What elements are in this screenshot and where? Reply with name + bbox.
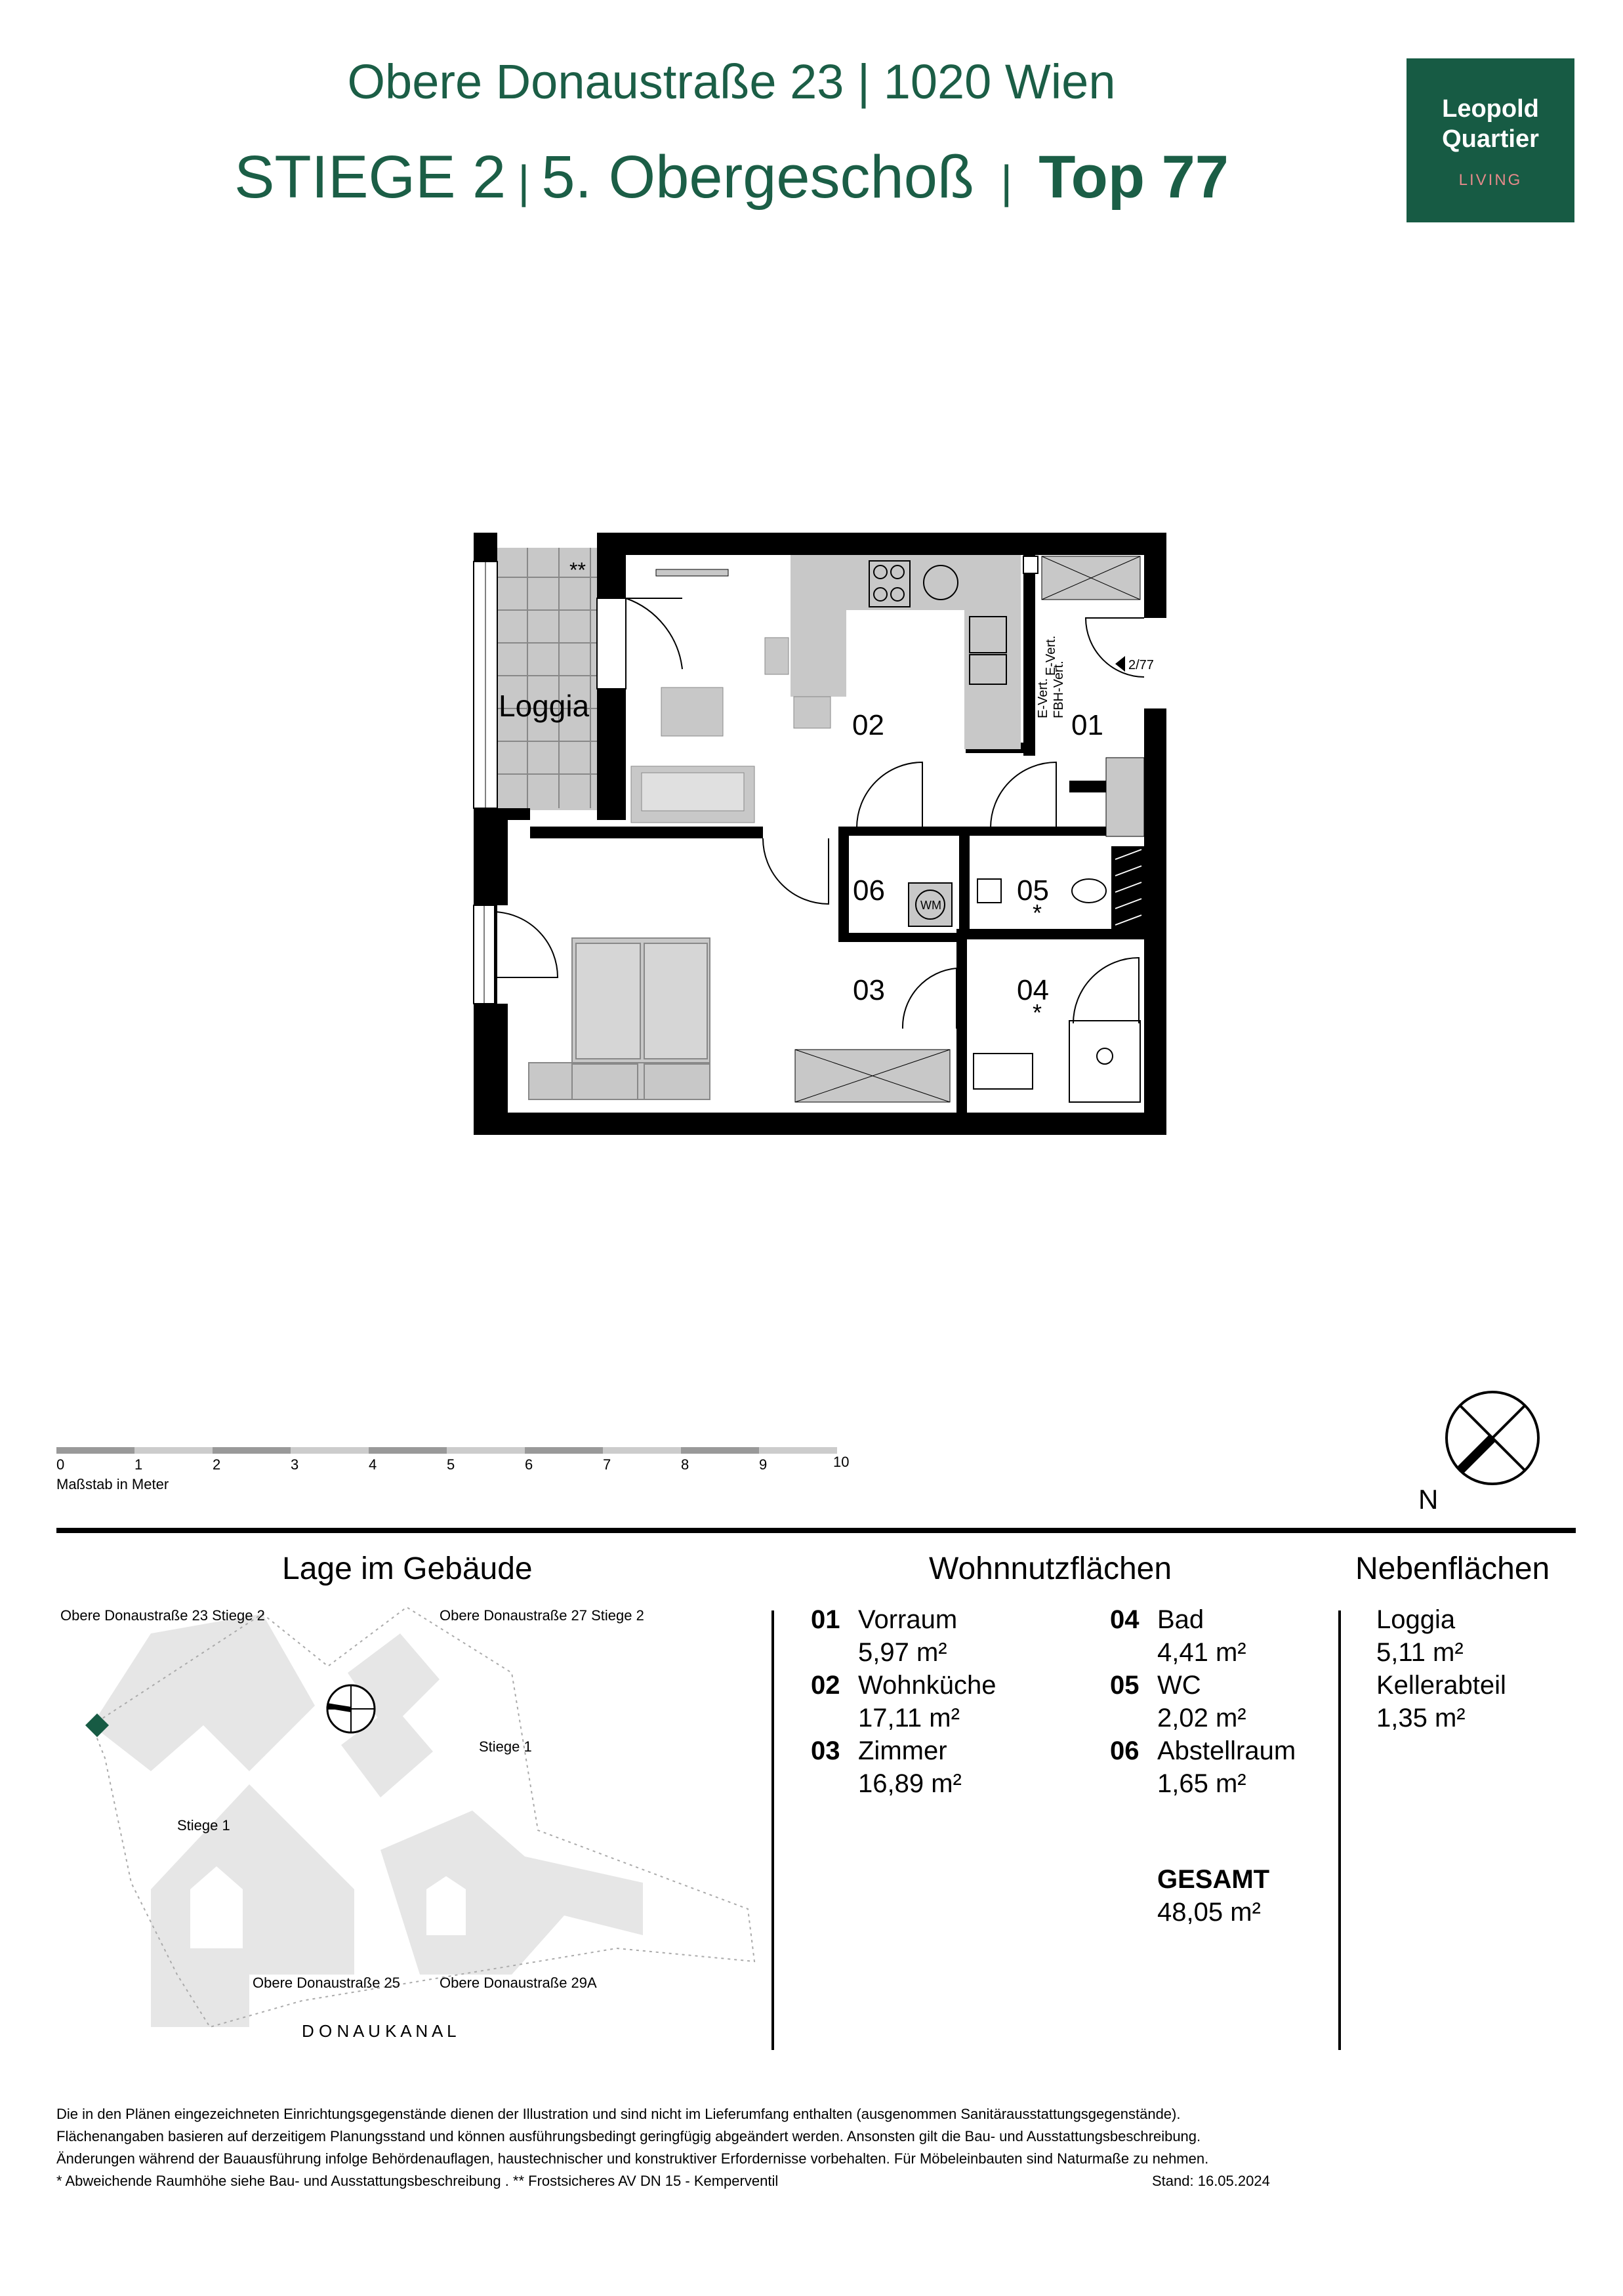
scale-bar bbox=[52, 1443, 866, 1496]
column-divider bbox=[771, 1610, 774, 2050]
site-label: Obere Donaustraße 23 Stiege 2 bbox=[60, 1607, 265, 1624]
wohn-title: Wohnnutzflächen bbox=[929, 1551, 1172, 1586]
lage-title: Lage im Gebäude bbox=[282, 1551, 533, 1586]
separator: | bbox=[1000, 156, 1013, 207]
site-label: Obere Donaustraße 25 bbox=[253, 1975, 401, 1991]
scale-tick: 3 bbox=[291, 1456, 299, 1473]
disclaimer-line: Änderungen während der Bauausführung infolge Behördenauflagen, haustechnischer und konstruktiver Erfordernisse vorbehalten. Für Möbeleinbauten sind Naturmaße zu nehmen. bbox=[56, 2150, 1209, 2167]
total-label: GESAMT bbox=[1157, 1865, 1270, 1894]
scale-tick: 6 bbox=[525, 1456, 533, 1473]
scale-tick: 9 bbox=[759, 1456, 768, 1473]
logo-line-3: LIVING bbox=[1458, 171, 1523, 189]
chair bbox=[765, 638, 789, 674]
top-label: Top 77 bbox=[1038, 144, 1229, 211]
floor-plan bbox=[459, 525, 1181, 1155]
scale-tick: 0 bbox=[56, 1456, 65, 1473]
unit-title bbox=[0, 143, 1463, 212]
room-05: 05 bbox=[1017, 874, 1049, 907]
neben-list: Loggia 5,11 m² Kellerabteil 1,35 m² bbox=[1376, 1605, 1506, 1732]
scale-tick: 2 bbox=[213, 1456, 221, 1473]
stand-date: Stand: 16.05.2024 bbox=[1152, 2173, 1270, 2189]
scale-tick: 7 bbox=[603, 1456, 611, 1473]
scale-tick: 1 bbox=[134, 1456, 143, 1473]
total-area bbox=[1157, 1863, 1269, 1929]
logo-line-2: Quartier bbox=[1442, 125, 1539, 153]
chair bbox=[794, 697, 831, 728]
loggia-door bbox=[597, 598, 626, 689]
room-02: 02 bbox=[852, 709, 884, 741]
shaft-label-3: FBH-Vert. bbox=[1052, 661, 1066, 718]
scale-tick: 5 bbox=[447, 1456, 455, 1473]
room-06: 06 bbox=[853, 874, 885, 907]
divider bbox=[56, 1528, 1576, 1533]
river-label: D O N A U K A N A L bbox=[302, 2021, 457, 2041]
brand-logo bbox=[1407, 58, 1574, 222]
stiege-label: STIEGE 2 bbox=[234, 144, 506, 211]
room-01: 01 bbox=[1071, 709, 1103, 741]
disclaimer bbox=[56, 2103, 1208, 2192]
loggia-label: Loggia bbox=[499, 689, 590, 723]
total-value: 48,05 m² bbox=[1157, 1898, 1261, 1927]
shelf bbox=[656, 569, 728, 576]
wc-sink bbox=[977, 879, 1001, 903]
column-divider bbox=[1338, 1610, 1341, 2050]
scale-tick: 10 bbox=[833, 1454, 850, 1470]
door-code: 2/77 bbox=[1128, 658, 1154, 672]
shaft bbox=[1023, 556, 1038, 573]
table bbox=[661, 687, 723, 736]
site-label: Stiege 1 bbox=[479, 1738, 532, 1755]
shaft-label-1: E-Vert. bbox=[1036, 678, 1050, 718]
room-04: 04 bbox=[1017, 974, 1049, 1006]
site-label: Obere Donaustraße 29A bbox=[440, 1975, 597, 1991]
kitchen-counter bbox=[791, 555, 964, 697]
site-label: Stiege 1 bbox=[177, 1817, 230, 1834]
disclaimer-line: Die in den Plänen eingezeichneten Einrichtungsgegenstände dienen der Illustration und sind nicht im Lieferumfang enthalten (ausgenommen Sanitärausstattungsgegenstände). bbox=[56, 2106, 1181, 2122]
loggia-floor bbox=[497, 548, 599, 810]
site-plan bbox=[52, 1607, 774, 2053]
area-item-04: 04 Bad 4,41 m² 05 WC 2,02 m² 06 Abstellraum 1,65 m² bbox=[1110, 1605, 1296, 1798]
room-04-star: * bbox=[1033, 999, 1042, 1026]
shoe-rack bbox=[1106, 758, 1144, 836]
site-label: Obere Donaustraße 27 Stiege 2 bbox=[440, 1607, 644, 1624]
toilet bbox=[1072, 879, 1106, 903]
loggia-mark: ** bbox=[569, 558, 586, 582]
room-03: 03 bbox=[853, 974, 885, 1006]
shower bbox=[1069, 1021, 1140, 1102]
separator: | bbox=[518, 156, 530, 207]
shaft-label-2: E-Vert. bbox=[1044, 635, 1058, 676]
bath-sink bbox=[974, 1054, 1033, 1089]
scale-tick: 8 bbox=[681, 1456, 689, 1473]
floor-label: 5. Obergeschoß bbox=[541, 144, 975, 211]
wm-label: WM bbox=[920, 899, 941, 912]
area-item-01: 01 Vorraum 5,97 m² 02 Wohnküche 17,11 m² 03 Zimmer 16,89 m² bbox=[811, 1605, 996, 1798]
room-05-star: * bbox=[1033, 899, 1042, 926]
north-arrow bbox=[1410, 1391, 1555, 1522]
scale-label: Maßstab in Meter bbox=[56, 1476, 169, 1492]
disclaimer-line: * Abweichende Raumhöhe siehe Bau- und Ausstattungsbeschreibung . ** Frostsicheres AV DN 15 - Kemperventil bbox=[56, 2173, 779, 2189]
address-title: Obere Donaustraße 23 | 1020 Wien bbox=[347, 54, 1116, 109]
north-label: N bbox=[1418, 1484, 1439, 1515]
scale-tick: 4 bbox=[369, 1456, 377, 1473]
disclaimer-line: Flächenangaben basieren auf derzeitigem Planungsstand und können ausführungsbedingt geringfügig abgeändert werden. Ansonsten gilt die Bau- und Ausstattungsbeschreibung. bbox=[56, 2128, 1201, 2144]
neben-title: Nebenflächen bbox=[1355, 1551, 1550, 1586]
logo-line-1: Leopold bbox=[1442, 95, 1539, 123]
